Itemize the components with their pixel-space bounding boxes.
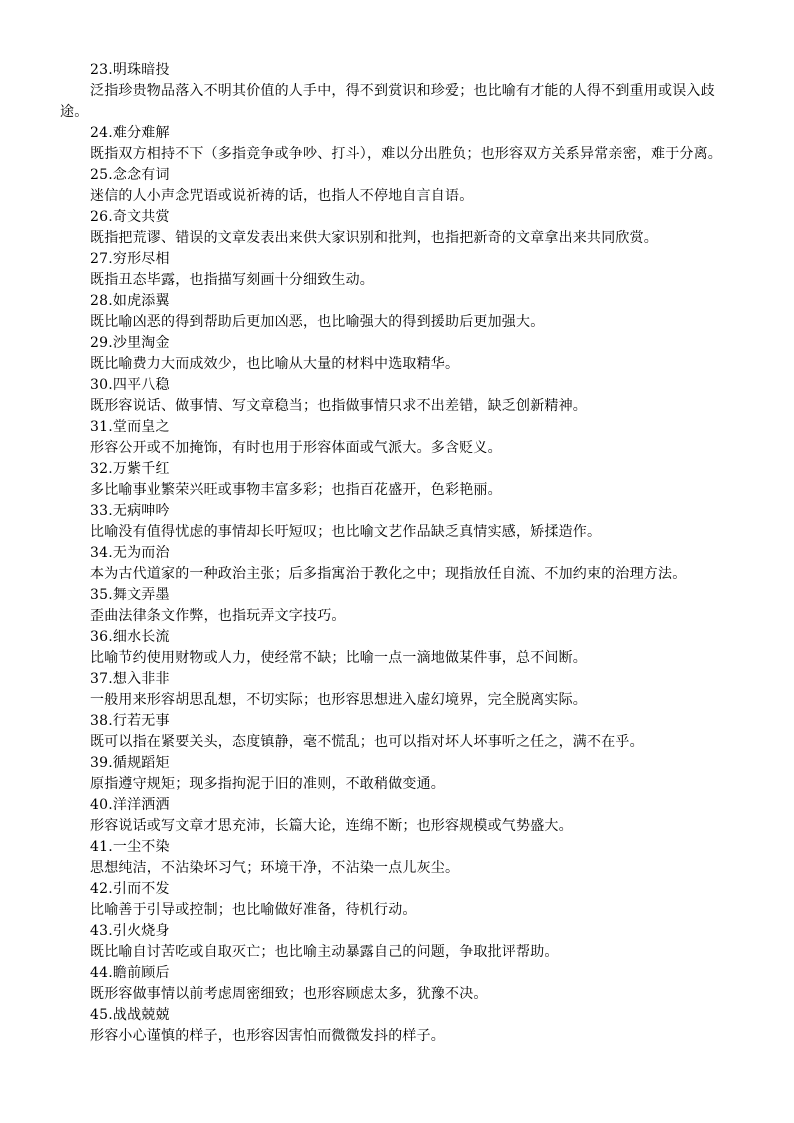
idiom-title: 30.四平八稳 (90, 377, 170, 393)
idiom-definition: 既形容做事情以前考虑周密细致；也形容顾虑太多，犹豫不决。 (90, 986, 488, 1002)
idiom-title: 29.沙里淘金 (90, 335, 170, 351)
idiom-title: 38.行若无事 (90, 713, 170, 729)
idiom-entry-35 (60, 585, 740, 627)
idiom-entry-25 (60, 165, 740, 207)
idiom-title: 35.舞文弄墨 (90, 587, 170, 603)
idiom-title: 42.引而不发 (90, 881, 170, 897)
idiom-entry-44 (60, 963, 740, 1005)
idiom-definition: 比喻节约使用财物或人力，使经常不缺；比喻一点一滴地做某件事，总不间断。 (90, 650, 587, 666)
idiom-definition: 思想纯洁，不沾染坏习气；环境干净，不沾染一点儿灰尘。 (90, 860, 460, 876)
idiom-entry-26 (60, 207, 740, 249)
idiom-title: 41.一尘不染 (90, 839, 170, 855)
idiom-entry-45 (60, 1005, 740, 1047)
idiom-title: 37.想入非非 (90, 671, 170, 687)
idiom-title: 43.引火烧身 (90, 923, 170, 939)
idiom-entry-40 (60, 795, 740, 837)
idiom-definition: 歪曲法律条文作弊，也指玩弄文字技巧。 (90, 608, 346, 624)
idiom-entry-30 (60, 375, 740, 417)
idiom-entry-31 (60, 417, 740, 459)
idiom-definition: 既比喻自讨苦吃或自取灭亡；也比喻主动暴露自己的问题，争取批评帮助。 (90, 944, 559, 960)
idiom-entry-41 (60, 837, 740, 879)
idiom-title: 32.万紫千红 (90, 461, 170, 477)
idiom-title: 31.堂而皇之 (90, 419, 170, 435)
idiom-definition: 多比喻事业繁荣兴旺或事物丰富多彩；也指百花盛开，色彩艳丽。 (90, 482, 502, 498)
idiom-definition: 比喻善于引导或控制；也比喻做好准备，待机行动。 (90, 902, 417, 918)
idiom-title: 39.循规蹈矩 (90, 755, 170, 771)
idiom-entry-38 (60, 711, 740, 753)
idiom-title: 28.如虎添翼 (90, 293, 170, 309)
idiom-entry-39 (60, 753, 740, 795)
idiom-title: 40.洋洋洒洒 (90, 797, 170, 813)
idiom-title: 34.无为而治 (90, 545, 170, 561)
idiom-definition: 本为古代道家的一种政治主张；后多指寓治于教化之中；现指放任自流、不加约束的治理方法。 (90, 566, 687, 582)
idiom-definition: 迷信的人小声念咒语或说祈祷的话，也指人不停地自言自语。 (90, 188, 474, 204)
idiom-title: 25.念念有词 (90, 167, 170, 183)
idiom-entry-29 (60, 333, 740, 375)
idiom-definition: 一般用来形容胡思乱想，不切实际；也形容思想进入虚幻境界，完全脱离实际。 (90, 692, 587, 708)
idiom-entry-24 (60, 123, 740, 165)
idiom-definition: 既指双方相持不下（多指竞争或争吵、打斗），难以分出胜负；也形容双方关系异常亲密，难于分离。 (90, 146, 722, 162)
idiom-entry-37 (60, 669, 740, 711)
idiom-definition: 比喻没有值得忧虑的事情却长吁短叹；也比喻文艺作品缺乏真情实感，矫揉造作。 (90, 524, 602, 540)
idiom-definition: 既指把荒谬、错误的文章发表出来供大家识别和批判，也指把新奇的文章拿出来共同欣赏。 (90, 230, 658, 246)
idiom-entry-28 (60, 291, 740, 333)
idiom-entry-42 (60, 879, 740, 921)
idiom-entry-33 (60, 501, 740, 543)
idiom-definition: 既比喻凶恶的得到帮助后更加凶恶，也比喻强大的得到援助后更加强大。 (90, 314, 545, 330)
document-page (60, 60, 740, 1047)
idiom-definition: 原指遵守规矩；现多指拘泥于旧的准则，不敢稍做变通。 (90, 776, 445, 792)
idiom-definition: 泛指珍贵物品落入不明其价值的人手中，得不到赏识和珍爱；也比喻有才能的人得不到重用或误入歧途。 (60, 83, 715, 120)
idiom-definition: 既指丑态毕露，也指描写刻画十分细致生动。 (90, 272, 374, 288)
idiom-definition: 既形容说话、做事情、写文章稳当；也指做事情只求不出差错，缺乏创新精神。 (90, 398, 587, 414)
idiom-entry-23 (60, 60, 740, 123)
idiom-title: 23.明珠暗投 (90, 62, 170, 78)
idiom-definition: 形容说话或写文章才思充沛，长篇大论，连绵不断；也形容规模或气势盛大。 (90, 818, 573, 834)
idiom-title: 45.战战兢兢 (90, 1007, 170, 1023)
idiom-entry-27 (60, 249, 740, 291)
idiom-entry-36 (60, 627, 740, 669)
idiom-definition: 既比喻费力大而成效少，也比喻从大量的材料中选取精华。 (90, 356, 460, 372)
idiom-entry-43 (60, 921, 740, 963)
idiom-title: 24.难分难解 (90, 125, 170, 141)
idiom-entry-34 (60, 543, 740, 585)
idiom-definition: 既可以指在紧要关头，态度镇静，毫不慌乱；也可以指对坏人坏事听之任之，满不在乎。 (90, 734, 644, 750)
idiom-entry-32 (60, 459, 740, 501)
idiom-title: 36.细水长流 (90, 629, 170, 645)
idiom-title: 44.瞻前顾后 (90, 965, 170, 981)
idiom-definition: 形容公开或不加掩饰，有时也用于形容体面或气派大。多含贬义。 (90, 440, 502, 456)
idiom-title: 33.无病呻吟 (90, 503, 170, 519)
idiom-definition: 形容小心谨慎的样子，也形容因害怕而微微发抖的样子。 (90, 1028, 445, 1044)
idiom-title: 26.奇文共赏 (90, 209, 170, 225)
idiom-title: 27.穷形尽相 (90, 251, 170, 267)
